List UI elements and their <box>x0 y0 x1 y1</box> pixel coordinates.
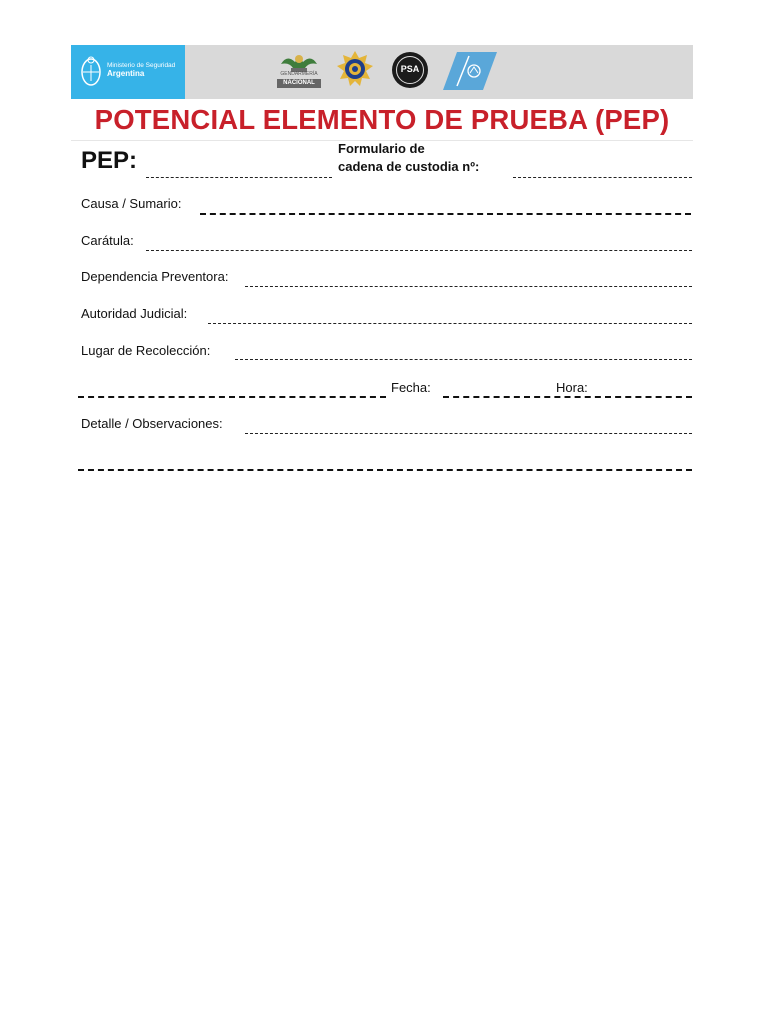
prefectura-logo-icon <box>443 52 497 90</box>
custody-number-field-line[interactable] <box>513 177 692 178</box>
caratula-label: Carátula: <box>81 233 134 248</box>
pep-label: PEP: <box>81 147 138 174</box>
lugar-continuation-line[interactable] <box>78 396 386 398</box>
causa-label: Causa / Sumario: <box>81 196 182 211</box>
gendarmeria-line2: NACIONAL <box>277 79 321 88</box>
ministry-line2: Argentina <box>107 69 145 78</box>
policia-federal-star-icon <box>336 50 374 90</box>
gendarmeria-line1: GENDARMERÍA <box>280 71 318 77</box>
psa-text: PSA <box>400 64 420 74</box>
detalle-field-line[interactable] <box>245 433 692 434</box>
form-title: POTENCIAL ELEMENTO DE PRUEBA (PEP) <box>94 104 670 135</box>
fecha-label: Fecha: <box>391 380 431 395</box>
ministry-line1: Ministerio de Seguridad <box>107 62 176 69</box>
ministry-name <box>107 62 175 78</box>
autoridad-label: Autoridad Judicial: <box>81 306 188 321</box>
pep-field-line[interactable] <box>146 177 332 178</box>
detalle-label: Detalle / Observaciones: <box>81 416 223 431</box>
custody-form-label-line1: Formulario de <box>338 141 425 156</box>
detalle-continuation-line[interactable] <box>78 469 692 471</box>
autoridad-field-line[interactable] <box>208 323 692 324</box>
fecha-hora-field-line[interactable] <box>443 396 692 398</box>
lugar-label: Lugar de Recolección: <box>81 343 211 358</box>
gendarmeria-logo <box>275 50 323 90</box>
psa-logo <box>392 52 428 88</box>
caratula-field-line[interactable] <box>146 250 692 251</box>
dependencia-field-line[interactable] <box>245 286 692 287</box>
custody-form-label <box>338 140 479 176</box>
lugar-field-line[interactable] <box>235 359 692 360</box>
custody-form-label-line2: cadena de custodia nº: <box>338 159 480 174</box>
hora-label: Hora: <box>556 380 588 395</box>
dependencia-label: Dependencia Preventora: <box>81 269 229 284</box>
causa-field-line[interactable] <box>200 213 691 215</box>
